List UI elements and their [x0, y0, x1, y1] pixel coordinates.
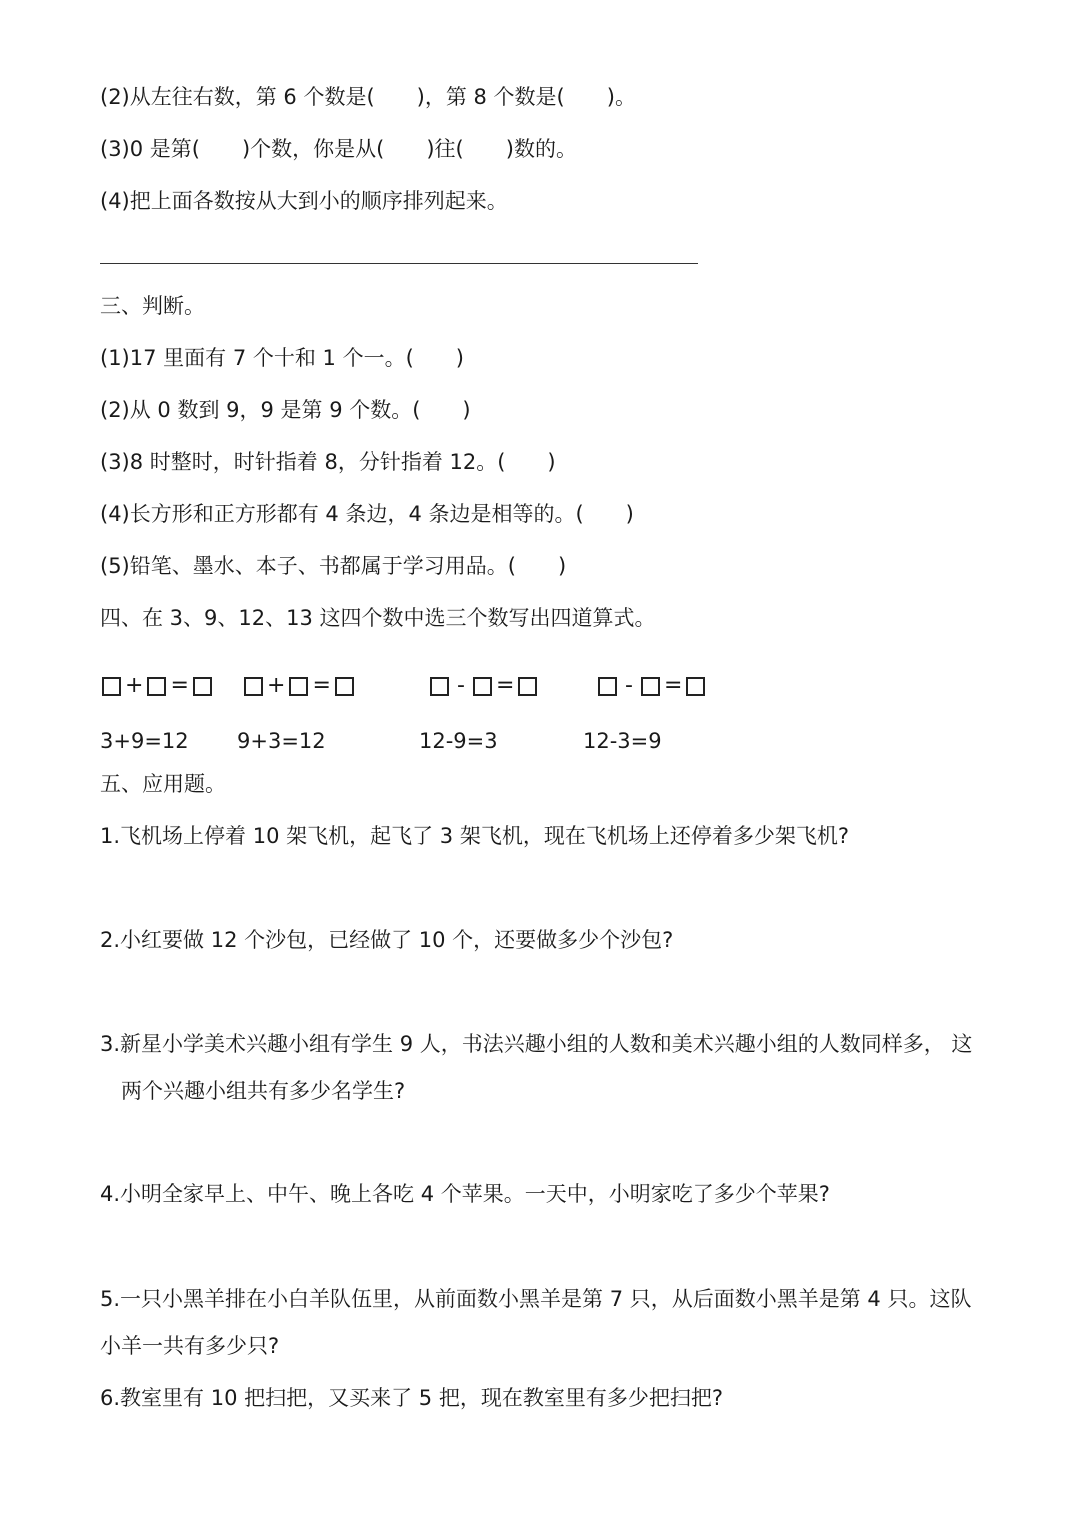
blank-box [102, 677, 121, 696]
blank-box [244, 677, 263, 696]
blank-box [335, 677, 354, 696]
word-problem-3-line-1: 3.新星小学美术兴趣小组有学生 9 人，书法兴趣小组的人数和美术兴趣小组的人数同样多， 这 [100, 1032, 973, 1056]
question-2-4: (4)把上面各数按从大到小的顺序排列起来。 [100, 189, 508, 213]
equation-template-4 [596, 671, 707, 701]
operator: + [267, 673, 286, 698]
blank-box [641, 677, 660, 696]
answer-equation-1: 3+9=12 [100, 729, 189, 753]
judge-item-3: (3)8 时整时，时针指着 8，分针指着 12。( ) [100, 450, 556, 474]
question-2-2: (2)从左往右数，第 6 个数是( )，第 8 个数是( )。 [100, 85, 636, 109]
section-4-heading: 四、在 3、9、12、13 这四个数中选三个数写出四道算式。 [100, 606, 656, 630]
blank-box [193, 677, 212, 696]
equals-sign: = [312, 673, 331, 698]
equation-template-3 [428, 671, 539, 701]
word-problem-6: 6.教室里有 10 把扫把，又买来了 5 把，现在教室里有多少把扫把? [100, 1386, 723, 1410]
word-problem-1: 1.飞机场上停着 10 架飞机，起飞了 3 架飞机，现在飞机场上还停着多少架飞机? [100, 824, 849, 848]
blank-box [289, 677, 308, 696]
equals-sign: = [170, 673, 189, 698]
answer-equation-3: 12-9=3 [419, 729, 498, 753]
blank-box [473, 677, 492, 696]
judge-item-1: (1)17 里面有 7 个十和 1 个一。( ) [100, 346, 464, 370]
judge-item-5: (5)铅笔、墨水、本子、书都属于学习用品。( ) [100, 554, 567, 578]
equation-template-2 [242, 671, 356, 701]
operator: - [457, 673, 465, 698]
judge-item-2: (2)从 0 数到 9，9 是第 9 个数。( ) [100, 398, 471, 422]
word-problem-3-line-2: 两个兴趣小组共有多少名学生? [121, 1079, 406, 1103]
blank-box [598, 677, 617, 696]
operator: + [125, 673, 144, 698]
word-problem-5-line-1: 5.一只小黑羊排在小白羊队伍里，从前面数小黑羊是第 7 只，从后面数小黑羊是第 4 只。这队 [100, 1287, 972, 1311]
equals-sign: = [495, 673, 515, 698]
word-problem-2: 2.小红要做 12 个沙包，已经做了 10 个，还要做多少个沙包? [100, 928, 674, 952]
question-2-3: (3)0 是第( )个数，你是从( )往( )数的。 [100, 137, 577, 161]
section-5-heading: 五、应用题。 [100, 772, 226, 796]
blank-box [686, 677, 705, 696]
blank-box [147, 677, 166, 696]
word-problem-5-line-2: 小羊一共有多少只? [100, 1334, 280, 1358]
judge-item-4: (4)长方形和正方形都有 4 条边，4 条边是相等的。( ) [100, 502, 634, 526]
section-3-heading: 三、判断。 [100, 294, 205, 318]
blank-box [430, 677, 449, 696]
answer-equation-2: 9+3=12 [237, 729, 326, 753]
operator: - [625, 673, 633, 698]
blank-box [518, 677, 537, 696]
equals-sign: = [663, 673, 683, 698]
answer-line [100, 263, 698, 264]
word-problem-4: 4.小明全家早上、中午、晚上各吃 4 个苹果。一天中，小明家吃了多少个苹果? [100, 1182, 830, 1206]
equation-template-1 [100, 671, 214, 701]
answer-equation-4: 12-3=9 [583, 729, 662, 753]
